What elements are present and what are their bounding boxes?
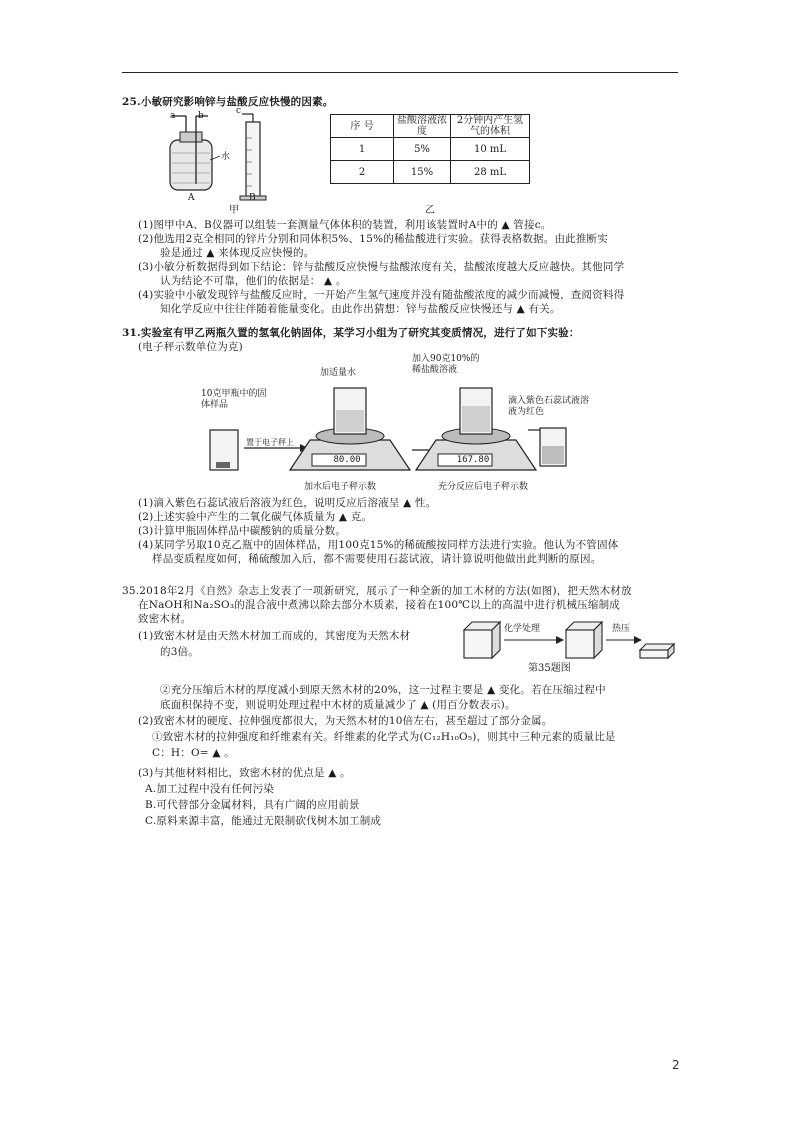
header-rule <box>122 72 678 73</box>
label-sample: 10克甲瓶中的固体样品 <box>201 389 267 410</box>
q31-title: 31.实验室有甲乙两瓶久置的氢氧化钠固体，某学习小组为了研究其变质情况，进行了如下实验： <box>122 327 580 339</box>
caption-2: 充分反应后电子秤示数 <box>438 482 529 492</box>
label-jia: 甲 <box>229 205 239 216</box>
q35-line: ②充分压缩后木材的厚度减小到原天然木材的20%，这一过程主要是 ▲ 变化。若在压缩过程中 <box>160 684 606 696</box>
label-yi: 乙 <box>425 205 435 216</box>
q35-option: C.原料来源丰富，能通过无限制砍伐树木加工制成 <box>145 815 382 827</box>
label-c: c <box>236 106 242 116</box>
table-cell: 1 <box>331 138 394 161</box>
scale-reading-2: 167.80 <box>456 455 490 465</box>
q25-line: 认为结论不可靠，他们的依据是： ▲ 。 <box>160 275 347 287</box>
q35-intro: 35.2018年2月《自然》杂志上发表了一项新研究，展示了一种全新的加工木材的方法(如图)，把天然木材放 <box>122 585 632 597</box>
label-add-acid: 加入90克10%的稀盐酸溶液 <box>412 354 480 375</box>
label-place: 置于电子秤上 <box>246 438 294 447</box>
q35-figure-caption: 第35题图 <box>528 663 571 674</box>
q35-option: B.可代替部分金属材料，具有广阔的应用前景 <box>145 799 360 811</box>
q31-line: (4)某同学另取10克乙瓶中的固体样品，用100克15%的稀硫酸按同样方法进行实验。他认为不管固体 <box>138 539 619 551</box>
label-add-water: 加适量水 <box>320 368 357 378</box>
label-A: A <box>188 193 195 203</box>
label-chem: 化学处理 <box>504 624 541 634</box>
table-header: 序 号 <box>331 115 394 138</box>
table-header: 2分钟内产生氢气的体积 <box>451 115 530 138</box>
q35-intro: 在NaOH和Na₂SO₃的混合液中煮沸以除去部分木质素，接着在100℃以上的高温中进行机械压缩制成 <box>138 599 620 611</box>
q35-line: ①致密木材的拉伸强度和纤维素有关。纤维素的化学式为(C₁₂H₁₀O₅)，则其中三种元素的质量比是 <box>152 731 616 743</box>
table-cell: 2 <box>331 161 394 184</box>
label-b: b <box>198 111 204 121</box>
q35-line: (3)与其他材料相比，致密木材的优点是 ▲ 。 <box>138 767 351 779</box>
label-B: B <box>249 193 256 203</box>
table-cell: 10 mL <box>451 138 530 161</box>
q35-sub1b: 的3倍。 <box>160 646 199 658</box>
q25-line: (1)图甲中A、B仪器可以组装一套测量气体体积的装置，利用该装置时A中的 ▲ 管接c。 <box>138 219 552 231</box>
q35-line: 底面积保持不变，则说明处理过程中木材的质量减少了 ▲ (用百分数表示)。 <box>160 699 516 711</box>
q35-option: A.加工过程中没有任何污染 <box>145 783 275 795</box>
label-water: 水 <box>221 152 231 162</box>
q35-sub1: (1)致密木材是由天然木材加工而成的，其密度为天然木材 <box>138 630 411 642</box>
page-number: 2 <box>672 1058 680 1072</box>
q25-line: 知化学反应中往往伴随着能量变化。由此作出猜想：锌与盐酸反应快慢还与 ▲ 有关。 <box>160 303 561 315</box>
q35-line: C：H：O= ▲ 。 <box>152 747 235 759</box>
q25-line: (3)小敏分析数据得到如下结论：锌与盐酸反应快慢与盐酸浓度有关，盐酸浓度越大反应越快。其他同学 <box>138 261 625 273</box>
q31-line: (2)上述实验中产生的二氧化碳气体质量为 ▲ 克。 <box>138 511 373 523</box>
q25-line: (2)他选用2克全相同的锌片分别和同体积5%、15%的稀盐酸进行实验。获得表格数据。由此推断实 <box>138 233 608 245</box>
q25-data-table <box>330 114 530 184</box>
q31-line: (1)滴入紫色石蕊试液后溶液为红色，说明反应后溶液呈 ▲ 性。 <box>138 497 437 509</box>
q25-title: 25.小敏研究影响锌与盐酸反应快慢的因素。 <box>122 96 334 108</box>
q25-line: 验是通过 ▲ 来体现反应快慢的。 <box>160 247 315 259</box>
graduated-cylinder-b <box>246 122 260 198</box>
q25-apparatus-figure <box>150 108 280 210</box>
scale-reading-1: 80.00 <box>333 455 361 465</box>
table-header: 盐酸溶液浓度 <box>394 115 451 138</box>
table-cell: 15% <box>394 161 451 184</box>
label-press: 热压 <box>612 624 631 634</box>
q31-line: 样品变质程度如何，稀硫酸加入后，都不需要使用石蕊试液，请计算说明他做出此判断的原因。 <box>152 553 602 565</box>
q35-intro: 致密木材。 <box>138 613 192 625</box>
table-cell: 28 mL <box>451 161 530 184</box>
q35-line: (2)致密木材的硬度、拉伸强度都很大，为天然木材的10倍左右，甚至超过了部分金属。 <box>138 715 553 727</box>
q31-subtitle: (电子秤示数单位为克) <box>138 341 243 353</box>
bottle-a <box>170 140 212 190</box>
label-litmus: 滴入紫色石蕊试液溶液为红色 <box>508 396 590 417</box>
q31-line: (3)计算甲瓶固体样品中碳酸钠的质量分数。 <box>138 525 347 537</box>
q25-line: (4)实验中小敏发现锌与盐酸反应时，一开始产生氢气速度并没有随盐酸浓度的减少而减慢，查阅资料得 <box>138 289 625 301</box>
table-cell: 5% <box>394 138 451 161</box>
caption-1: 加水后电子秤示数 <box>304 482 377 492</box>
label-a: a <box>170 111 176 121</box>
